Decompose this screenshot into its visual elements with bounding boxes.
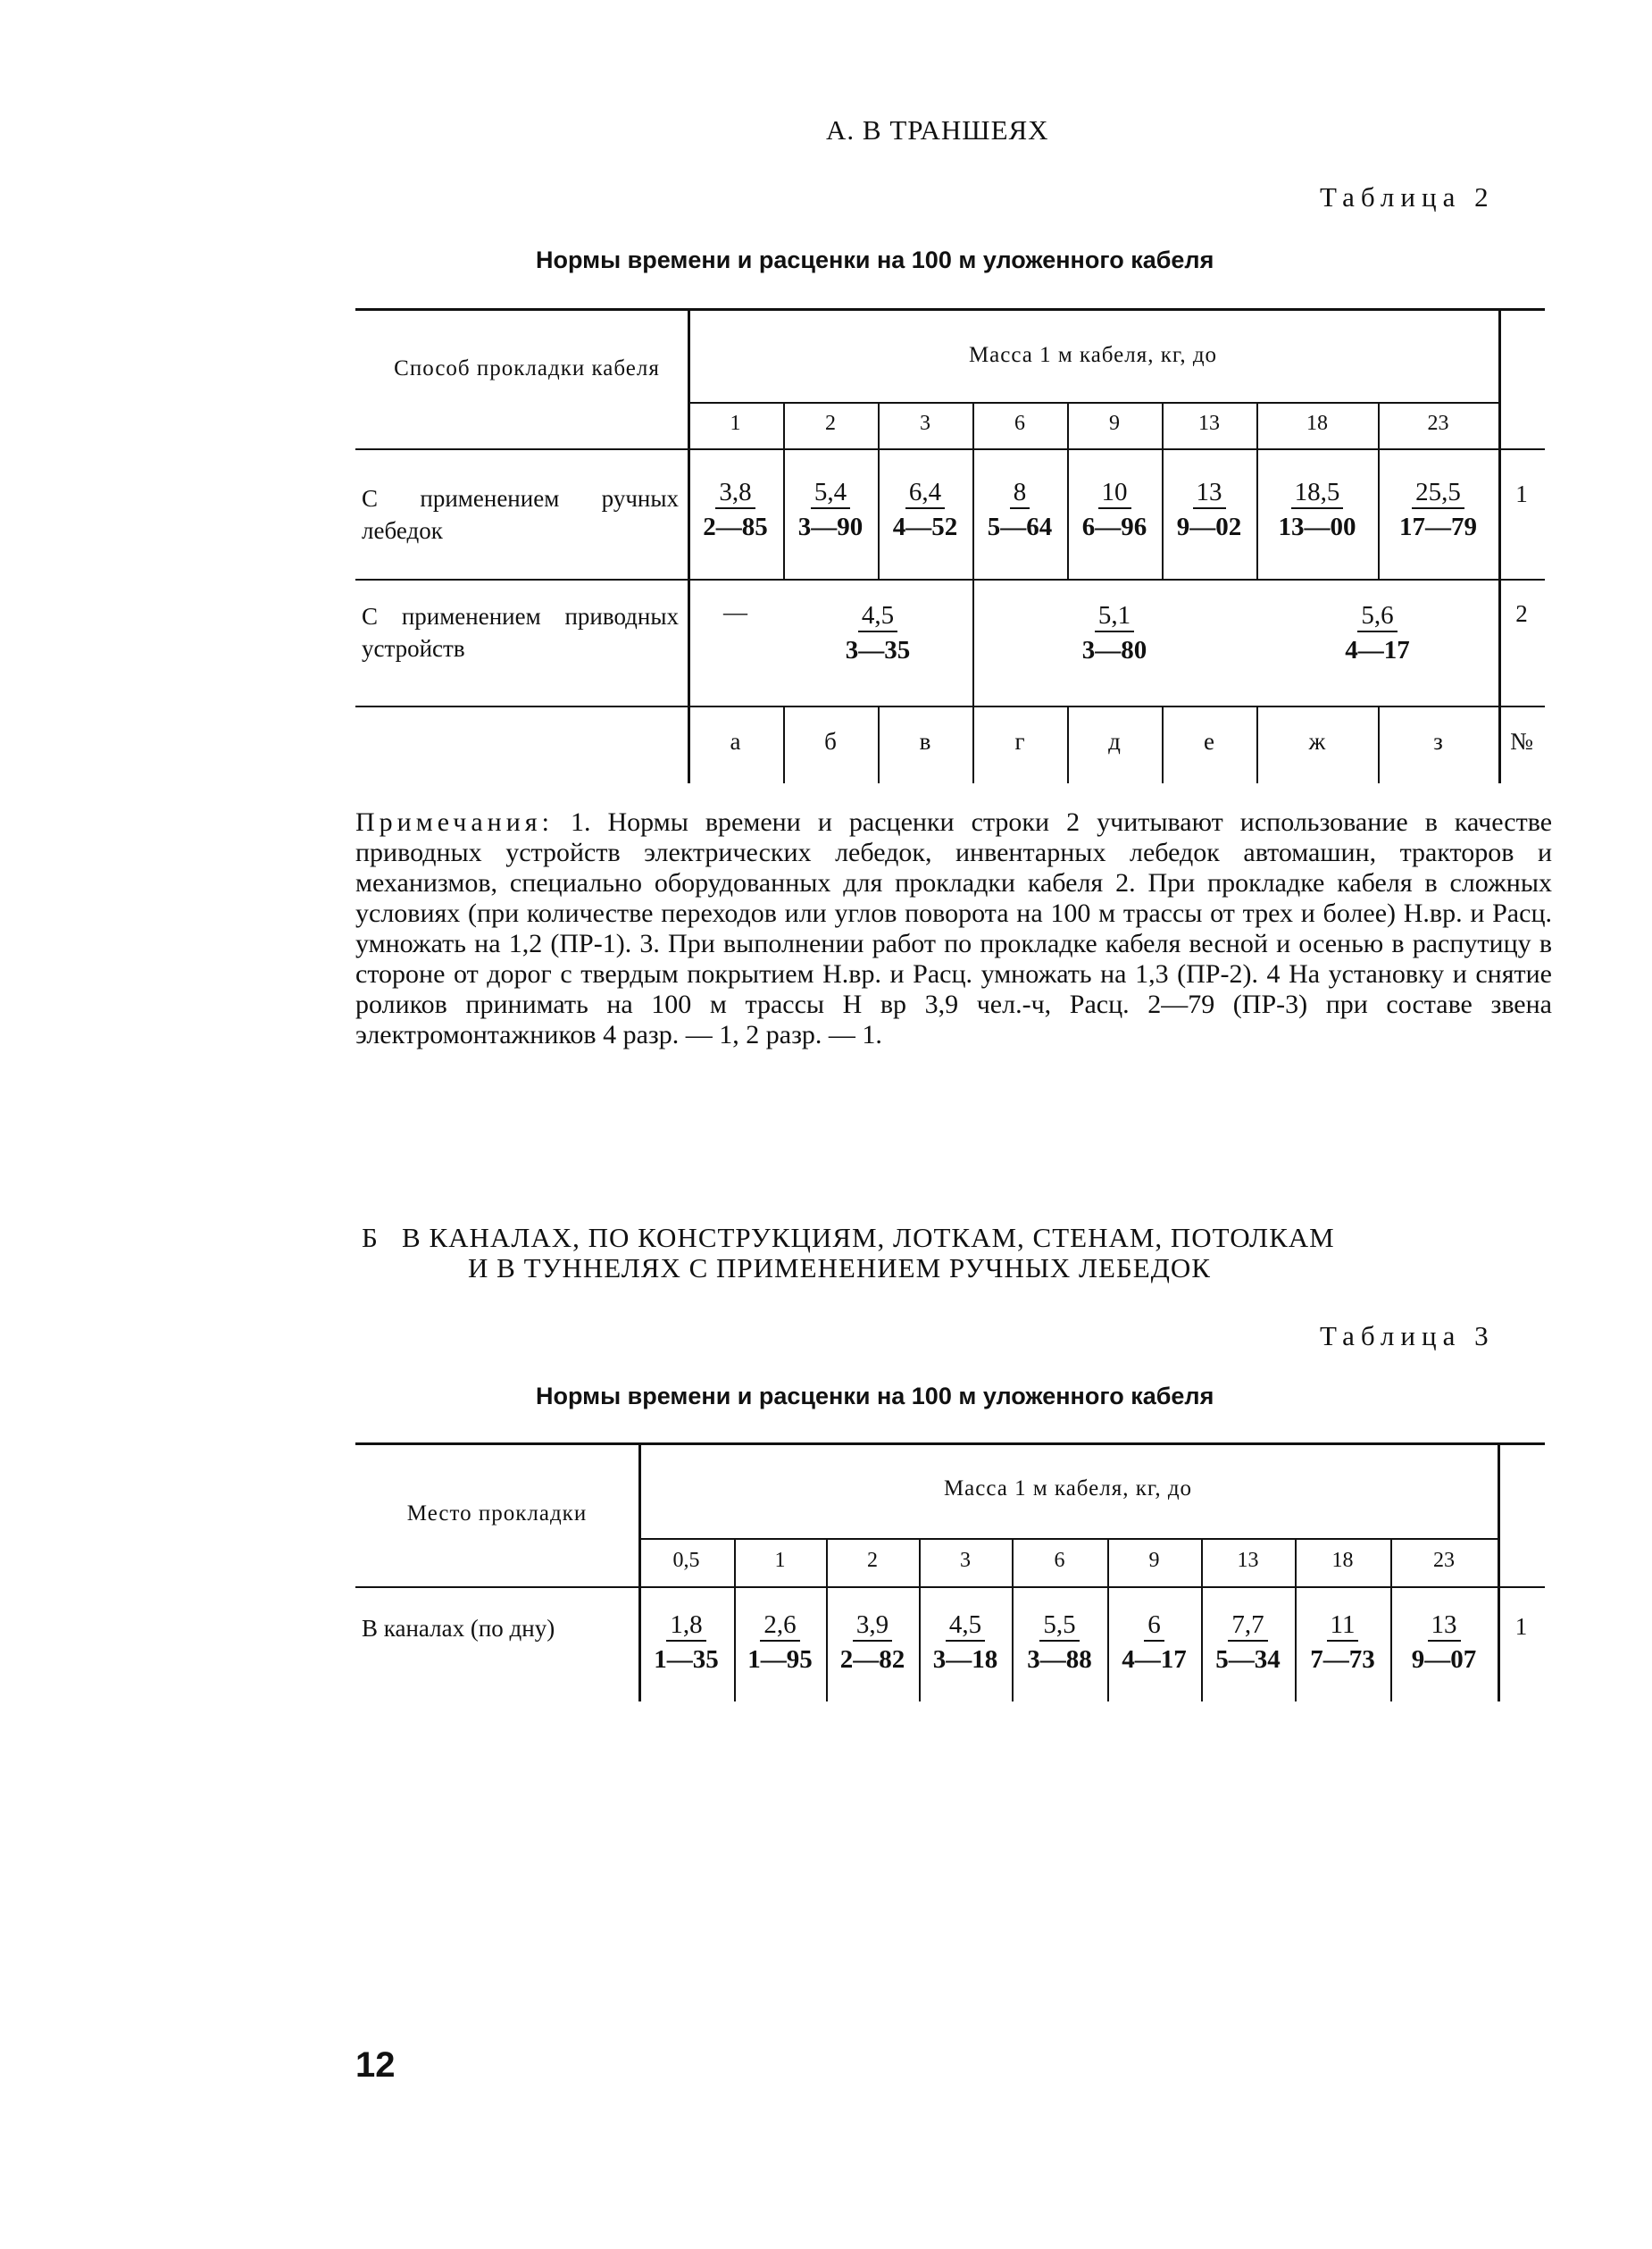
column-header: 23 (1427, 412, 1449, 435)
column-header: 2 (867, 1549, 878, 1572)
column-header: 2 (825, 412, 836, 435)
section-b-title-line2: И В ТУННЕЛЯХ С ПРИМЕНЕНИЕМ РУЧНЫХ ЛЕБЕДОК (468, 1252, 1211, 1283)
rate-cell: $\frac{7,7}{5—34}$ (1215, 1610, 1281, 1674)
rate-cell: $\frac{10}{6—96}$ (1081, 478, 1147, 541)
rate-cell: $\frac{5,1}{3—80}$ (1081, 601, 1147, 665)
column-letter: г (1014, 728, 1025, 755)
column-header: 9 (1148, 1549, 1160, 1572)
column-letter: ж (1308, 728, 1326, 755)
column-letter: з (1433, 728, 1443, 755)
column-header: 18 (1306, 412, 1328, 435)
column-header: 1 (730, 412, 741, 435)
rate-cell: $\frac{13}{9—07}$ (1411, 1610, 1477, 1674)
rate-cell: $\frac{25,5}{17—79}$ (1399, 478, 1477, 541)
column-header: 1 (774, 1549, 786, 1572)
table-2-label: Таблица 2 (1320, 181, 1495, 213)
column-header: 23 (1433, 1549, 1455, 1572)
table-3-caption: Нормы времени и расценки на 100 м уложенного кабеля (536, 1383, 1214, 1409)
column-header: 13 (1237, 1549, 1259, 1572)
rate-cell: $\frac{2,6}{1—95}$ (747, 1610, 813, 1674)
rate-cell: $\frac{6}{4—17}$ (1122, 1610, 1187, 1674)
rate-cell: $\frac{1,8}{1—35}$ (654, 1610, 719, 1674)
rate-cell: $\frac{8}{5—64}$ (987, 478, 1053, 541)
column-letter: в (919, 728, 931, 755)
column-letter: а (730, 728, 741, 755)
mass-header: Масса 1 м кабеля, кг, до (943, 1476, 1193, 1501)
column-letter: д (1108, 728, 1121, 755)
column-header: 18 (1331, 1549, 1354, 1572)
rate-cell: $\frac{3,9}{2—82}$ (839, 1610, 905, 1674)
rate-cell: $\frac{3,8}{2—85}$ (703, 478, 768, 541)
number-sign: № (1510, 728, 1533, 755)
rate-cell: $\frac{5,6}{4—17}$ (1345, 601, 1410, 665)
column-header: 6 (1014, 412, 1025, 435)
column-letter: е (1204, 728, 1214, 755)
rate-cell: $\frac{13}{9—02}$ (1176, 478, 1242, 541)
row-number: 2 (1515, 600, 1528, 627)
dash-cell: — (723, 598, 747, 625)
row-number: 1 (1514, 1613, 1528, 1640)
column-letter: б (824, 728, 837, 755)
section-a-title: А. В ТРАНШЕЯХ (826, 114, 1049, 146)
column-header: 6 (1054, 1549, 1065, 1572)
notes-lead: Примечания: (355, 807, 554, 837)
method-header: Способ прокладки кабеля (394, 356, 660, 380)
mass-header: Масса 1 м кабеля, кг, до (968, 343, 1218, 367)
rate-cell: $\frac{18,5}{13—00}$ (1278, 478, 1356, 541)
column-header: 3 (920, 412, 930, 435)
table-2-notes (355, 807, 1552, 1050)
row-label-channels: В каналах (по дну) (362, 1615, 555, 1642)
table-2-caption: Нормы времени и расценки на 100 м уложенного кабеля (536, 247, 1214, 273)
rate-cell: $\frac{4,5}{3—35}$ (845, 601, 911, 665)
section-b-title-line1: Б В КАНАЛАХ, ПО КОНСТРУКЦИЯМ, ЛОТКАМ, СТЕНАМ, ПОТОЛКАМ (362, 1222, 1335, 1253)
table-3-label: Таблица 3 (1320, 1320, 1495, 1351)
row-number: 1 (1515, 481, 1528, 507)
column-header: 9 (1109, 412, 1120, 435)
rate-cell: $\frac{6,4}{4—52}$ (892, 478, 958, 541)
column-header: 0,5 (672, 1549, 700, 1572)
row-label-manual-winches: С применением ручных лебедок (362, 485, 679, 544)
rate-cell: $\frac{11}{7—73}$ (1310, 1610, 1375, 1674)
rate-cell: $\frac{5,5}{3—88}$ (1027, 1610, 1092, 1674)
notes-body: 1. Нормы времени и расценки строки 2 учитывают использование в качестве приводных устройств электрических лебедок, инвентарных лебедок автомашин, тракторов и механизмов, специально оборудованных для прокладки кабеля 2. При прокладке кабеля в сложных условиях (при количестве переходов или углов поворота на 100 м трассы от трех и более) Н.вр. и Расц. умножать на 1,2 (ПР-1). 3. При выполнении работ по прокладке кабеля весной и осенью в распутицу в стороне от дорог с твердым покрытием Н.вр. и Расц. умножать на 1,3 (ПР-2). 4 На установку и снятие роликов принимать на 100 м трассы Н вр 3,9 чел.-ч, Расц. 2—79 (ПР-3) при составе звена электромонтажников 4 разр. — 1, 2 разр. — 1. (355, 807, 1553, 1049)
place-header: Место прокладки (406, 1501, 588, 1526)
page-number: 12 (355, 2045, 396, 2085)
rate-cell: $\frac{5,4}{3—90}$ (797, 478, 864, 541)
row-label-drive-devices: С применением приводных устройств (362, 603, 679, 662)
rate-cell: $\frac{4,5}{3—18}$ (932, 1610, 998, 1674)
column-header: 3 (960, 1549, 971, 1572)
column-header: 13 (1198, 412, 1220, 435)
